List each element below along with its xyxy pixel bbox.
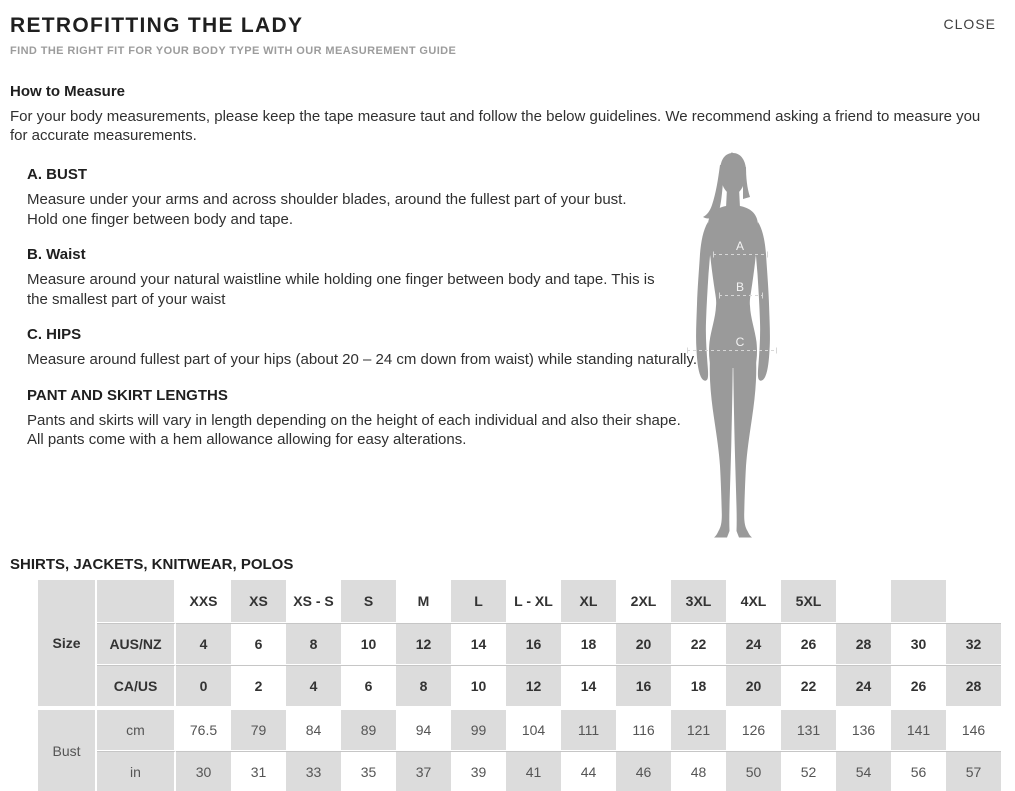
size-cell: 44 [561,751,616,791]
size-cell: 10 [341,623,396,665]
section-hips-heading: C. HIPS [27,326,82,343]
size-cell [946,580,1001,623]
size-cell: 20 [726,665,781,707]
size-cell: 2 [231,665,286,707]
size-cell [891,580,946,623]
size-cell: 28 [946,665,1001,707]
section-waist [27,246,1015,309]
how-to-measure-intro: For your body measurements, please keep the tape measure taut and follow the below guidelines. We recommend asking a friend to measure you for accurate measurements. [10,108,981,144]
section-pant-skirt-heading: PANT AND SKIRT LENGTHS [27,386,228,404]
section-pant-skirt-body: Pants and skirts will vary in length depending on the height of each individual and also their shape. All pants come with a hem allowance allowing for easy alterations. [27,411,681,448]
size-cell: M [396,580,451,623]
waist-label: B [735,280,745,294]
size-cell: 104 [506,707,561,751]
size-cell: 5XL [781,580,836,623]
size-cell: 30 [176,751,231,791]
page-title: RETROFITTING THE LADY [10,14,304,37]
size-cell: 18 [671,665,726,707]
row-label: CA/US [97,665,176,707]
section-hips-body: Measure around fullest part of your hips (about 20 – 24 cm down from waist) while standing naturally. [27,351,698,368]
row-label: in [97,751,176,791]
size-cell: 84 [286,707,341,751]
row-label [97,580,176,623]
size-table-row [38,665,1001,707]
size-cell: 89 [341,707,396,751]
size-cell: 99 [451,707,506,751]
size-table-row [38,707,1001,751]
size-cell: 22 [781,665,836,707]
size-cell: XXS [176,580,231,623]
size-cell [836,580,891,623]
size-cell: 8 [286,623,341,665]
size-cell: 35 [341,751,396,791]
size-cell: 111 [561,707,616,751]
size-cell: XL [561,580,616,623]
size-cell: 31 [231,751,286,791]
size-cell: 37 [396,751,451,791]
body-silhouette [683,150,783,540]
size-cell: 20 [616,623,671,665]
size-cell: 16 [616,665,671,707]
size-cell: 30 [891,623,946,665]
section-waist-heading: B. Waist [27,246,86,263]
size-cell: 4 [286,665,341,707]
size-cell: 24 [726,623,781,665]
size-cell: 116 [616,707,671,751]
size-cell: 14 [451,623,506,665]
size-cell: 28 [836,623,891,665]
size-cell: XS - S [286,580,341,623]
size-cell: 4 [176,623,231,665]
size-cell: 2XL [616,580,671,623]
section-hips [27,326,1015,370]
size-table-row [38,751,1001,791]
size-cell: 26 [891,665,946,707]
size-cell: 57 [946,751,1001,791]
size-cell: 6 [231,623,286,665]
size-cell: 39 [451,751,506,791]
section-bust [27,166,1015,229]
size-cell: 12 [396,623,451,665]
hip-label: C [735,335,745,349]
size-table-row [38,623,1001,665]
bust-label: A [735,239,745,253]
size-cell: 3XL [671,580,726,623]
size-cell: 46 [616,751,671,791]
how-to-measure-heading: How to Measure [10,83,126,100]
size-table-row [38,580,1001,623]
measurement-sections [27,166,1015,450]
size-cell: 12 [506,665,561,707]
section-bust-heading: A. BUST [27,166,87,183]
size-cell: 16 [506,623,561,665]
size-cell: 76.5 [176,707,231,751]
size-cell: 14 [561,665,616,707]
size-cell: 121 [671,707,726,751]
row-label: AUS/NZ [97,623,176,665]
row-group-label: Size [38,580,97,707]
section-pant-skirt [27,387,1015,450]
size-cell: 22 [671,623,726,665]
size-cell: 32 [946,623,1001,665]
size-cell: 10 [451,665,506,707]
size-table [38,580,1001,791]
size-cell: XS [231,580,286,623]
size-cell: 79 [231,707,286,751]
size-cell: L - XL [506,580,561,623]
section-bust-body: Measure under your arms and across shoulder blades, around the fullest part of your bust. Hold one finger between body and tape. [27,191,627,228]
size-cell: 4XL [726,580,781,623]
size-cell: 26 [781,623,836,665]
body-silhouette-figure [683,150,783,540]
section-waist-body: Measure around your natural waistline while holding one finger between body and tape. This is the smallest part of your waist [27,271,655,308]
close-button[interactable]: CLOSE [938,15,1002,33]
size-cell: 50 [726,751,781,791]
size-cell: 56 [891,751,946,791]
size-cell: 54 [836,751,891,791]
size-cell: 8 [396,665,451,707]
size-cell: 0 [176,665,231,707]
size-table-body [38,580,1001,791]
size-cell: 126 [726,707,781,751]
size-cell: 94 [396,707,451,751]
size-cell: 141 [891,707,946,751]
size-cell: 41 [506,751,561,791]
size-cell: 33 [286,751,341,791]
size-cell: 48 [671,751,726,791]
size-cell: S [341,580,396,623]
size-cell: 18 [561,623,616,665]
size-cell: 131 [781,707,836,751]
size-cell: 52 [781,751,836,791]
size-table-title: SHIRTS, JACKETS, KNITWEAR, POLOS [10,555,294,573]
row-group-label: Bust [38,707,97,791]
size-cell: 136 [836,707,891,751]
size-cell: 24 [836,665,891,707]
size-cell: 6 [341,665,396,707]
size-cell: L [451,580,506,623]
size-cell: 146 [946,707,1001,751]
row-label: cm [97,707,176,751]
page-subtitle: FIND THE RIGHT FIT FOR YOUR BODY TYPE WITH OUR MEASUREMENT GUIDE [10,45,457,57]
